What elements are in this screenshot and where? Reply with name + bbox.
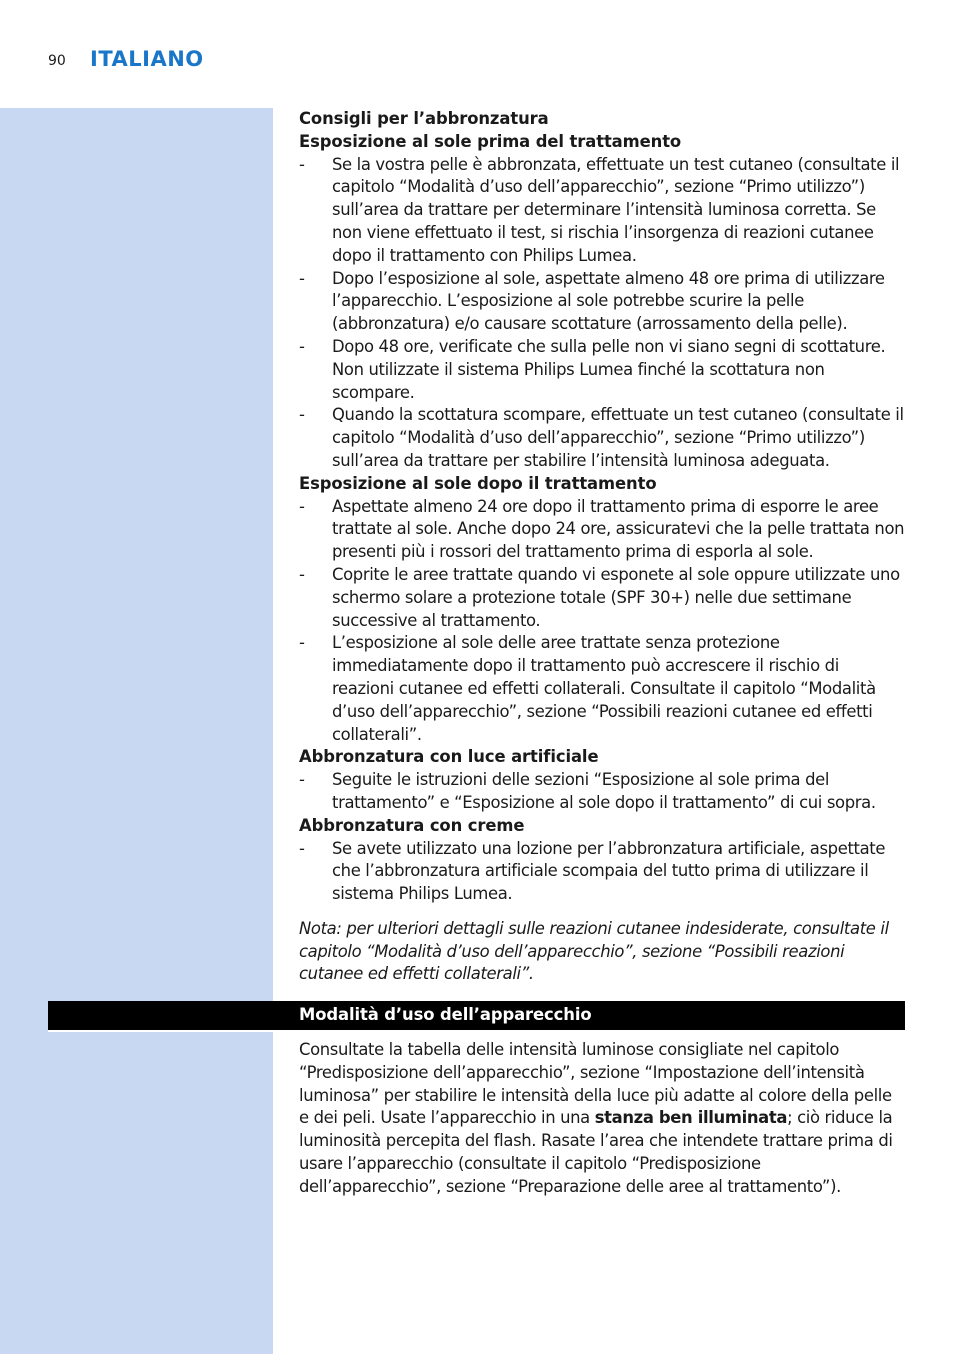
list-item: - Aspettate almeno 24 ore dopo il trattamento prima di esporre le aree trattate al sole. Anche dopo 24 ore, assicuratevi che la pelle trattata non presenti più i rossori del trattamento prima di esporla al sole. (299, 496, 905, 562)
section-title: Modalità d’uso dell’apparecchio (299, 1005, 592, 1024)
bullet-dash: - (299, 496, 305, 516)
sidebar-panel (0, 108, 273, 1354)
list-item: - Seguite le istruzioni delle sezioni “Esposizione al sole prima del trattamento” e “Esposizione al sole dopo il trattamento” di cui sopra. (299, 770, 876, 812)
bullet-dash: - (299, 336, 305, 356)
tanning-tips-section (299, 108, 905, 986)
section-header-bar (48, 1001, 905, 1030)
list-item: - L’esposizione al sole delle aree trattate senza protezione immediatamente dopo il trattamento può accrescere il rischio di reazioni cutanee ed effetti collaterali. Consultate il capitolo “Modalità d’uso dell’apparecchio”, sezione “Possibili reazioni cutanee ed effetti collaterali”. (299, 633, 876, 744)
artificial-light-heading: Abbronzatura con luce artificiale (299, 747, 599, 767)
before-treatment-heading: Esposizione al sole prima del trattamento (299, 131, 682, 151)
divider (48, 1030, 273, 1032)
creams-heading: Abbronzatura con creme (299, 815, 525, 835)
bullet-dash: - (299, 268, 305, 288)
emphasis-text: stanza ben illuminata (594, 1108, 788, 1128)
list-item: - Dopo 48 ore, verificate che sulla pelle non vi siano segni di scottature. Non utilizzate il sistema Philips Lumea finché la scottatura non scompare. (299, 336, 886, 402)
language-heading: ITALIANO (90, 47, 204, 71)
list-item: - Dopo l’esposizione al sole, aspettate almeno 48 ore prima di utilizzare l’apparecchio. L’esposizione al sole potrebbe scurire la pelle (abbronzatura) e/o causare scottature (arrossamento della pelle). (299, 268, 885, 334)
list-item: - Se avete utilizzato una lozione per l’abbronzatura artificiale, aspettate che l’abbronzatura artificiale scompaia del tutto prima di utilizzare il sistema Philips Lumea. (299, 838, 886, 904)
page-number: 90 (48, 53, 66, 69)
bullet-dash: - (299, 405, 305, 425)
bullet-dash: - (299, 564, 305, 584)
tanning-tips-title: Consigli per l’abbronzatura (299, 109, 549, 128)
usage-section (299, 1039, 905, 1199)
after-treatment-heading: Esposizione al sole dopo il trattamento (299, 473, 657, 493)
bullet-dash: - (299, 154, 305, 174)
list-item: - Se la vostra pelle è abbronzata, effettuate un test cutaneo (consultate il capitolo “Modalità d’uso dell’apparecchio”, sezione “Primo utilizzo”) sull’area da trattare per determinare l’intensità luminosa corretta. Se non viene effettuato il test, si rischia l’insorgenza di reazioni cutanee dopo il trattamento con Philips Lumea. (299, 154, 900, 265)
bullet-dash: - (299, 838, 305, 858)
list-item: - Coprite le aree trattate quando vi esponete al sole oppure utilizzate uno schermo solare a protezione totale (SPF 30+) nelle due settimane successive al trattamento. (299, 564, 900, 630)
list-item: - Quando la scottatura scompare, effettuate un test cutaneo (consultate il capitolo “Modalità d’uso dell’apparecchio”, sezione “Primo utilizzo”) sull’area da trattare per stabilire l’intensità luminosa adeguata. (299, 405, 904, 470)
note-text: Nota: per ulteriori dettagli sulle reazioni cutanee indesiderate, consultate il capitolo “Modalità d’uso dell’apparecchio”, sezione “Possibili reazioni cutanee ed effetti collaterali”. (299, 918, 889, 984)
usage-paragraph: Consultate la tabella delle intensità luminose consigliate nel capitolo “Predisposizione dell’apparecchio”, sezione “Impostazione dell’intensità luminosa” per stabilire le intensità della luce più adatte al colore della pelle e dei peli. Usate l’apparecchio in una stanza ben illuminata; ciò riduce la luminosità percepita del flash. Rasate l’area che intendete trattare prima di usare l’apparecchio (consultate il capitolo “Predisposizione dell’apparecchio”, sezione “Preparazione delle aree al trattamento”). (299, 1040, 893, 1196)
bullet-dash: - (299, 633, 305, 653)
bullet-dash: - (299, 770, 305, 790)
